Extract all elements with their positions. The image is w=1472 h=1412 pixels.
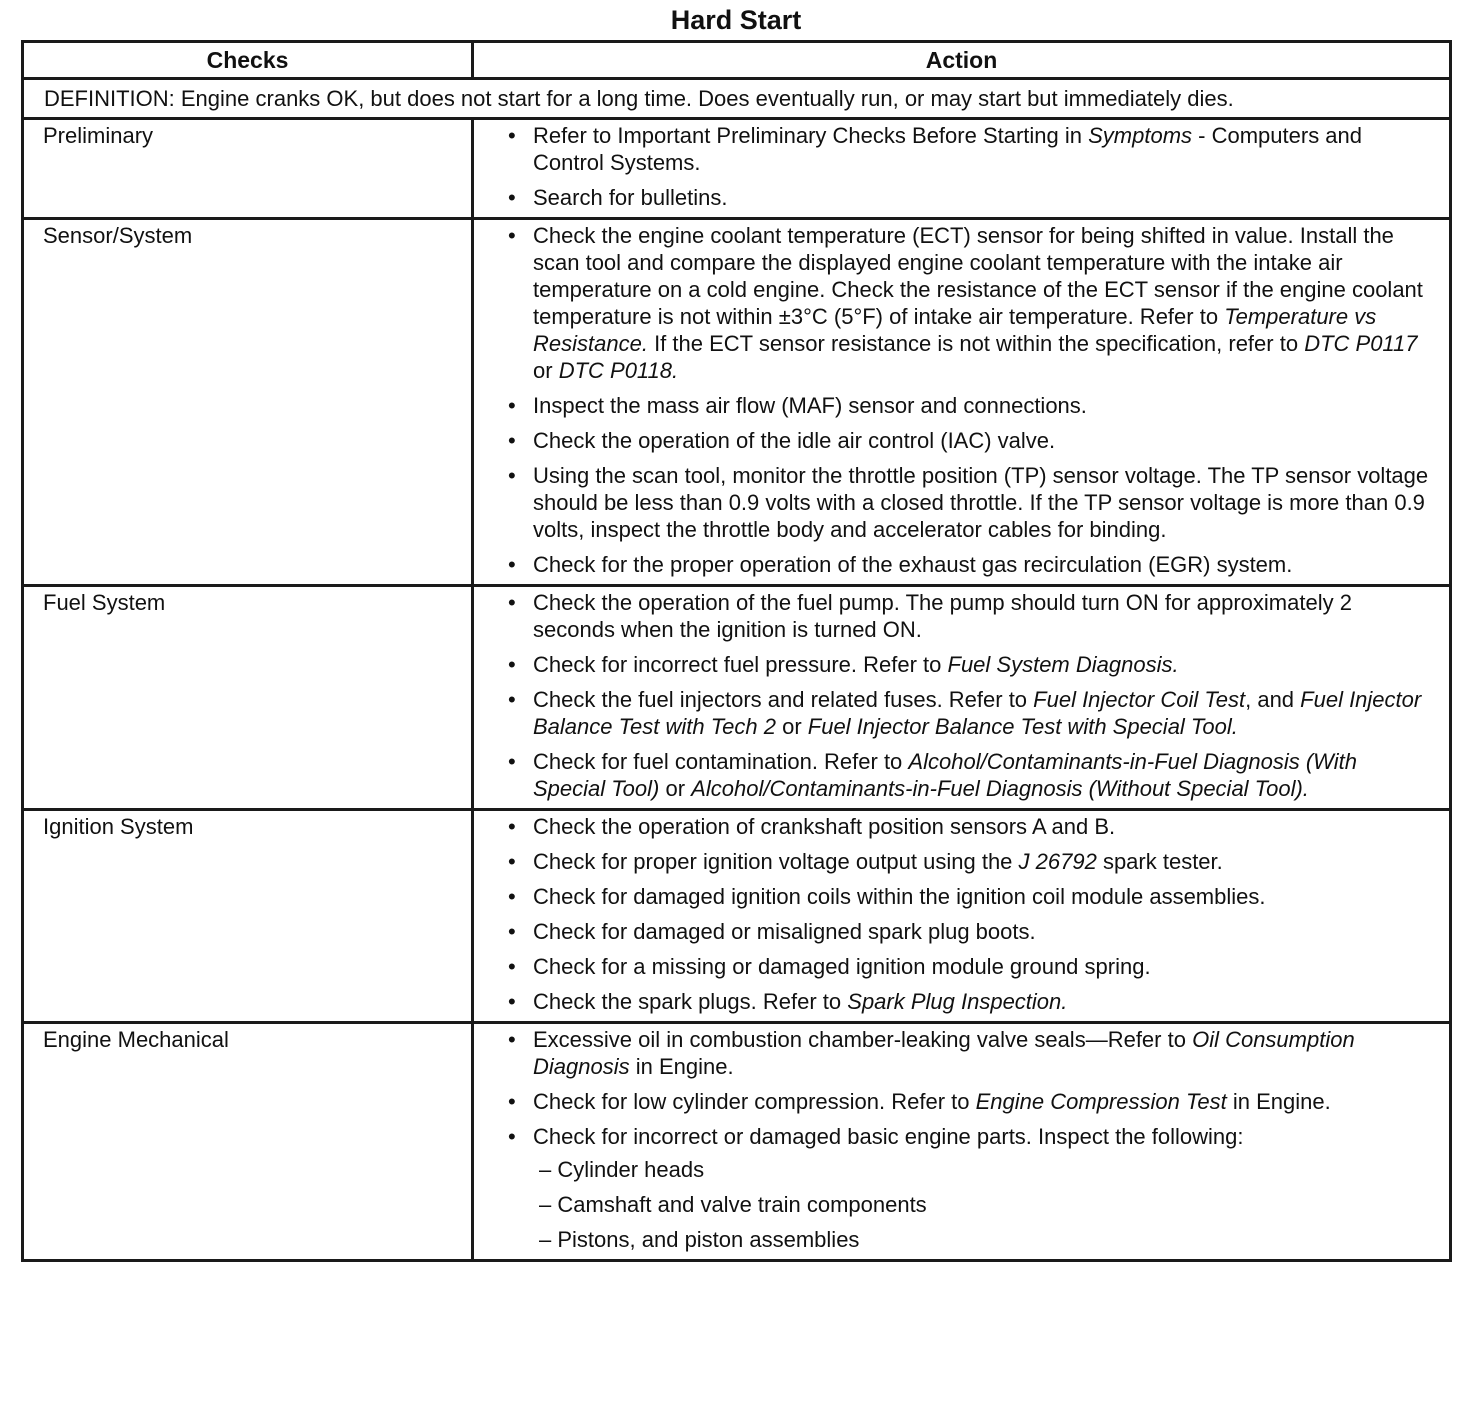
action-item <box>506 1123 1433 1253</box>
bullet-icon: • <box>508 849 516 874</box>
action-text: Check for incorrect or damaged basic engine parts. Inspect the following: <box>533 1124 1244 1149</box>
action-text: Excessive oil in combustion chamber-leaking valve seals—Refer to <box>533 1027 1193 1052</box>
action-list <box>506 813 1433 1015</box>
action-text: Check for a missing or damaged ignition module ground spring. <box>533 954 1151 979</box>
action-item <box>506 1026 1433 1080</box>
action-list <box>506 122 1433 211</box>
action-text: Check for fuel contamination. Refer to <box>533 749 909 774</box>
action-item <box>506 122 1433 176</box>
bullet-icon: • <box>508 652 516 677</box>
action-item <box>506 1088 1433 1115</box>
action-text: Inspect the mass air flow (MAF) sensor and connections. <box>533 393 1087 418</box>
reference-text: Temperature vs Resistance. <box>533 304 1377 356</box>
action-item <box>506 551 1433 578</box>
page-title: Hard Start <box>670 5 802 35</box>
action-text: spark tester. <box>1096 849 1223 874</box>
bullet-icon: • <box>508 463 516 488</box>
action-item <box>506 427 1433 454</box>
bullet-icon: • <box>508 123 516 148</box>
action-text: or <box>775 714 808 739</box>
dash-icon: – <box>539 1227 552 1252</box>
action-cell <box>473 586 1451 810</box>
action-item <box>506 883 1433 910</box>
bullet-icon: • <box>508 919 516 944</box>
bullet-icon: • <box>508 687 516 712</box>
reference-text: Fuel System Diagnosis. <box>947 652 1179 677</box>
bullet-icon: • <box>508 989 516 1014</box>
subitem-text: Cylinder heads <box>557 1157 705 1182</box>
bullet-icon: • <box>508 590 516 615</box>
action-text: in Engine. <box>1226 1089 1331 1114</box>
reference-text: Engine Compression Test <box>975 1089 1227 1114</box>
action-text: or <box>659 776 692 801</box>
table-row <box>23 1023 1451 1261</box>
inspect-subitem <box>539 1226 1433 1253</box>
action-text: Check the engine coolant temperature (ECT) sensor for being shifted in value. Install the scan tool and compare the displayed engine coolant temperature with the intake air temperature on a cold engine. Check the resistance of the ECT sensor if the engine coolant temperature is not within ±3°C (5°F) of intake air temperature. Refer to <box>533 223 1423 329</box>
reference-text: Alcohol/Contaminants-in-Fuel Diagnosis (Without Special Tool). <box>691 776 1309 801</box>
action-text: Check for damaged ignition coils within the ignition coil module assemblies. <box>533 884 1266 909</box>
action-cell <box>473 810 1451 1023</box>
check-category: Sensor/System <box>23 219 473 586</box>
inspect-subitem <box>539 1191 1433 1218</box>
action-item <box>506 953 1433 980</box>
action-cell <box>473 1023 1451 1261</box>
bullet-icon: • <box>508 223 516 248</box>
bullet-icon: • <box>508 552 516 577</box>
reference-text: Fuel Injector Balance Test with Tech 2 <box>533 687 1422 739</box>
action-item <box>506 848 1433 875</box>
bullet-icon: • <box>508 1027 516 1052</box>
action-text: Check for the proper operation of the exhaust gas recirculation (EGR) system. <box>533 552 1293 577</box>
reference-text: DTC P0117 <box>1304 331 1418 356</box>
check-category: Fuel System <box>23 586 473 810</box>
bullet-icon: • <box>508 884 516 909</box>
bullet-icon: • <box>508 185 516 210</box>
reference-text: J 26792 <box>1018 849 1097 874</box>
action-item <box>506 589 1433 643</box>
action-text: - Computers and Control Systems. <box>533 123 1363 175</box>
action-text: Check the operation of the idle air control (IAC) valve. <box>533 428 1056 453</box>
reference-text: Alcohol/Contaminants-in-Fuel Diagnosis (With Special Tool) <box>533 749 1357 801</box>
inspect-subitem <box>539 1156 1433 1183</box>
action-item <box>506 222 1433 384</box>
table-row <box>23 219 1451 586</box>
action-item <box>506 462 1433 543</box>
reference-text: Spark Plug Inspection. <box>847 989 1068 1014</box>
reference-text: Symptoms <box>1088 123 1193 148</box>
action-text: Refer to Important Preliminary Checks Before Starting in <box>533 123 1089 148</box>
reference-text: Oil Consumption Diagnosis <box>533 1027 1355 1079</box>
reference-text: Fuel Injector Balance Test with Special Tool. <box>807 714 1238 739</box>
action-column-header: Action <box>473 42 1451 79</box>
bullet-icon: • <box>508 954 516 979</box>
bullet-icon: • <box>508 1124 516 1149</box>
action-list <box>506 1026 1433 1253</box>
action-item <box>506 988 1433 1015</box>
table-row <box>23 119 1451 219</box>
bullet-icon: • <box>508 814 516 839</box>
action-item <box>506 392 1433 419</box>
dash-icon: – <box>539 1192 552 1217</box>
action-text: Check the spark plugs. Refer to <box>533 989 848 1014</box>
action-item <box>506 748 1433 802</box>
subitem-text: Camshaft and valve train components <box>557 1192 927 1217</box>
action-text: If the ECT sensor resistance is not within the specification, refer to <box>647 331 1305 356</box>
action-text: , and <box>1245 687 1301 712</box>
bullet-icon: • <box>508 1089 516 1114</box>
definition-text: DEFINITION: Engine cranks OK, but does not start for a long time. Does eventually run, or may start but immediately dies. <box>23 79 1451 119</box>
action-cell <box>473 219 1451 586</box>
reference-text: DTC P0118. <box>558 358 679 383</box>
action-text: Check the operation of the fuel pump. The pump should turn ON for approximately 2 seconds when the ignition is turned ON. <box>533 590 1352 642</box>
reference-text: Fuel Injector Coil Test <box>1033 687 1246 712</box>
action-text: Using the scan tool, monitor the throttle position (TP) sensor voltage. The TP sensor voltage should be less than 0.9 volts with a closed throttle. If the TP sensor voltage is more than 0.9 volts, inspect the throttle body and accelerator cables for binding. <box>533 463 1429 542</box>
action-text: Search for bulletins. <box>533 185 728 210</box>
action-cell <box>473 119 1451 219</box>
table-row <box>23 586 1451 810</box>
action-text: Check the operation of crankshaft position sensors A and B. <box>533 814 1116 839</box>
bullet-icon: • <box>508 749 516 774</box>
subitem-text: Pistons, and piston assemblies <box>557 1227 860 1252</box>
table-row <box>23 810 1451 1023</box>
check-category: Preliminary <box>23 119 473 219</box>
action-text: Check for low cylinder compression. Refer to <box>533 1089 976 1114</box>
bullet-icon: • <box>508 428 516 453</box>
check-category: Ignition System <box>23 810 473 1023</box>
action-item <box>506 918 1433 945</box>
action-item <box>506 184 1433 211</box>
action-text: Check for damaged or misaligned spark plug boots. <box>533 919 1036 944</box>
checks-column-header: Checks <box>23 42 473 79</box>
inspect-sublist <box>533 1156 1433 1253</box>
action-text: Check for proper ignition voltage output using the <box>533 849 1019 874</box>
dash-icon: – <box>539 1157 552 1182</box>
action-text: in Engine. <box>629 1054 734 1079</box>
action-list <box>506 222 1433 578</box>
diagnostic-table <box>21 40 1452 1262</box>
action-text: Check for incorrect fuel pressure. Refer to <box>533 652 948 677</box>
check-category: Engine Mechanical <box>23 1023 473 1261</box>
bullet-icon: • <box>508 393 516 418</box>
action-list <box>506 589 1433 802</box>
action-item <box>506 686 1433 740</box>
action-text: or <box>533 358 559 383</box>
definition-row <box>23 79 1451 119</box>
action-text: Check the fuel injectors and related fuses. Refer to <box>533 687 1034 712</box>
action-item <box>506 813 1433 840</box>
action-item <box>506 651 1433 678</box>
table-header-row <box>23 42 1451 79</box>
